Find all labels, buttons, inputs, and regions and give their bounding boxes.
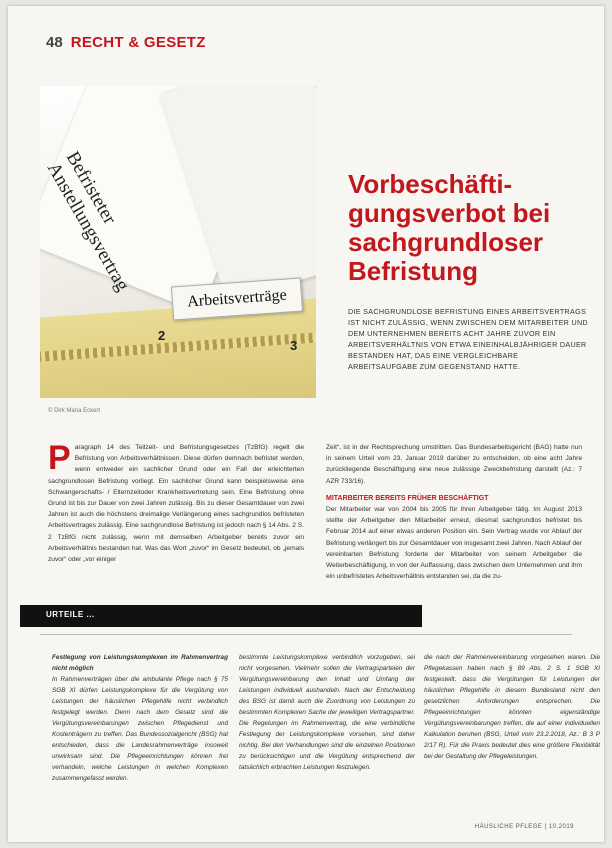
urteile-column-1 bbox=[52, 652, 228, 784]
urteile-title: Festlegung von Leistungskomplexen im Rahmenvertrag nicht möglich bbox=[52, 654, 228, 672]
dropcap: P bbox=[48, 439, 71, 477]
urteile-text-2: bestimmte Leistungskomplexe verbindlich vorzugeben, sei nicht vorgesehen. Vielmehr sollen die Vertragsparteien der Vergütungsvereinbarung den Inhalt und Umfang der Leistungen individuell aushandeln. Nach der Entscheidung des BSG ist damit auch die Zuordnung von Leistungen zu bestimmten Komplexen Sache der jeweiligen Vertragspartner. Die Regelungen im Rahmenvertrag, die eine verbindliche Festlegung der Leistungskomplexe vorsehen, sind daher nichtig. Bei den Verhandlungen sind die einzelnen Positionen zu berücksichtigen und die Vergütung entsprechend der tatsächlich erbrachten Leistungen festzulegen. bbox=[239, 654, 415, 771]
photo-credit: © Dirk Maria Eckert bbox=[48, 408, 101, 414]
urteile-bar bbox=[20, 605, 422, 627]
photo-folder-tab: Arbeitsverträge bbox=[171, 278, 303, 321]
article-subhead: MITARBEITER BEREITS FRÜHER BESCHÄFTIGT bbox=[326, 494, 489, 502]
divider bbox=[40, 634, 572, 635]
urteile-column-2 bbox=[239, 652, 415, 773]
page-footer: HÄUSLICHE PFLEGE | 10.2019 bbox=[474, 824, 574, 830]
photo-number-right: 3 bbox=[290, 338, 298, 353]
body-text-left: aragraph 14 des Teilzeit- und Befristungsgesetzes (TzBfG) regelt die Befristung von Arbeitsverhältnissen. Diese dürfen demnach befristet werden, wenn entweder ein sachlicher Grund oder ein Fall der erleichterten sachgrundlosen Befristung vorliegt. Ein sachlicher Grund kann beispielsweise eine Schwangerschafts- / Elternzeitoder Krankheitsvertretung sein. Eine Befristung ohne Grund ist bis zur Dauer von zwei Jahren zulässig. Bis zu dieser Gesamtdauer von zwei Jahren ist auch die höchstens dreimalige Verlängerung eines sachgrundlos befristeten Arbeitsvertrages zulässig. Eine sachgrundlose Befristung ist jedoch nach § 14 Abs. 2 S. 2 TzBfG nicht zulässig, wenn mit demselben Arbeitgeber bereits zuvor ein Arbeitsverhältnis bestanden hat. Was das Wort „zuvor“ im Gesetz bedeutet, ob „jemals zuvor“ oder „vor einiger bbox=[48, 444, 304, 564]
folder-stripe bbox=[40, 332, 316, 363]
article-lead: DIE SACHGRUNDLOSE BEFRISTUNG EINES ARBEITSVERTRAGS IST NICHT ZULÄSSIG, WENN ZWISCHEN DEM MITARBEITER UND DEM UNTERNEHMEN BEREITS ACHT JAHRE ZUVOR EIN ARBEITSVERHÄLTNIS VON ETWA EINEINHALBJÄHRIGER DAUER BESTANDEN HAT, DAS EINE VERGLEICHBARE ARBEITSAUFGABE ZUM GEGENSTAND HATTE. bbox=[348, 307, 588, 371]
article-headline: Vorbeschäfti- gungsverbot bei sachgrundloser Befristung bbox=[348, 169, 551, 286]
magazine-page bbox=[8, 6, 604, 842]
body-text-right-1: Zeit“, ist in der Rechtsprechung umstritten. Das Bundesarbeitsgericht (BAG) hatte nun in seinem Urteil vom 23. Januar 2019 darüber zu entscheiden, ob eine acht Jahre zurückliegende Beschäftigung eine neue zulässige Zweckbefristung darstellt (Az.: 7 AZR 733/16). bbox=[326, 444, 582, 485]
urteile-bar-label: URTEILE ... bbox=[46, 610, 95, 619]
article-column-left bbox=[48, 439, 304, 565]
photo-number-left: 2 bbox=[158, 328, 166, 343]
urteile-column-3 bbox=[424, 652, 600, 762]
section-title: RECHT & GESETZ bbox=[70, 34, 206, 51]
article-column-right bbox=[326, 442, 582, 582]
body-text-right-2: Der Mitarbeiter war von 2004 bis 2005 für ihren Arbeitgeber tätig. Im August 2013 stellte der Arbeitgeber den Mitarbeiter erneut, diesmal sachgrundlos befristet bis Februar 2014 auf einer etwas anderen Position ein. Sein Vertrag wurde vor Ablauf der Befristung verlängert bis zur Gesamtdauer von insgesamt zwei Jahren. Nach Ablauf der vereinbarten Befristung forderte der Mitarbeiter von seinem Arbeitgeber die Weiterbeschäftigung, in von der Auffassung, dass zwischen dem Unternehmen und ihm ein unbefristetes Arbeitsverhältnis entstanden sei, da die zu- bbox=[326, 506, 582, 581]
urteile-text-3: die nach der Rahmenvereinbarung vorgesehen waren. Die Pflegekassen haben nach § 89 Abs. 2 S. 1 SGB XI festgestellt, dass die Vergütungen für Leistungen der häuslichen Pflegehilfe in diesem Bundesland nicht den gesetzlichen Anforderungen entsprechen. Die Pflegeeinrichtungen könnten eigenständige Vergütungsvereinbarungen treffen, die auf einer individuellen Kalkulation beruhen (BSG, Urteil vom 23.2.2018, Az.: B 3 P 2/17 R). Für die Praxis bedeutet dies eine größere Flexibilität bei der Gestaltung der Pflegeleistungen. bbox=[424, 654, 600, 760]
urteile-text-1: In Rahmenverträgen über die ambulante Pflege nach § 75 SGB XI dürfen Leistungskomplexe für die Vergütung von Leistungen der häuslichen Pflegehilfe nicht verbindlich festgelegt werden. Denn nach dem Gesetz sind die Vergütungsvereinbarungen zwischen Pflegedienst und Kostenträgern zu treffen. Das Bundessozialgericht (BSG) hat entschieden, dass die Landesrahmenverträge insoweit unwirksam sind. Die Pflegeeinrichtungen können frei verhandeln, welche Leistungen in welchen Komplexen zusammengefasst werden. bbox=[52, 676, 228, 782]
page-number: 48 bbox=[46, 34, 63, 51]
photo-document-title: Befristeter Anstellungsvertrag bbox=[42, 148, 134, 295]
article-photo bbox=[40, 86, 316, 398]
page-header bbox=[46, 34, 206, 51]
